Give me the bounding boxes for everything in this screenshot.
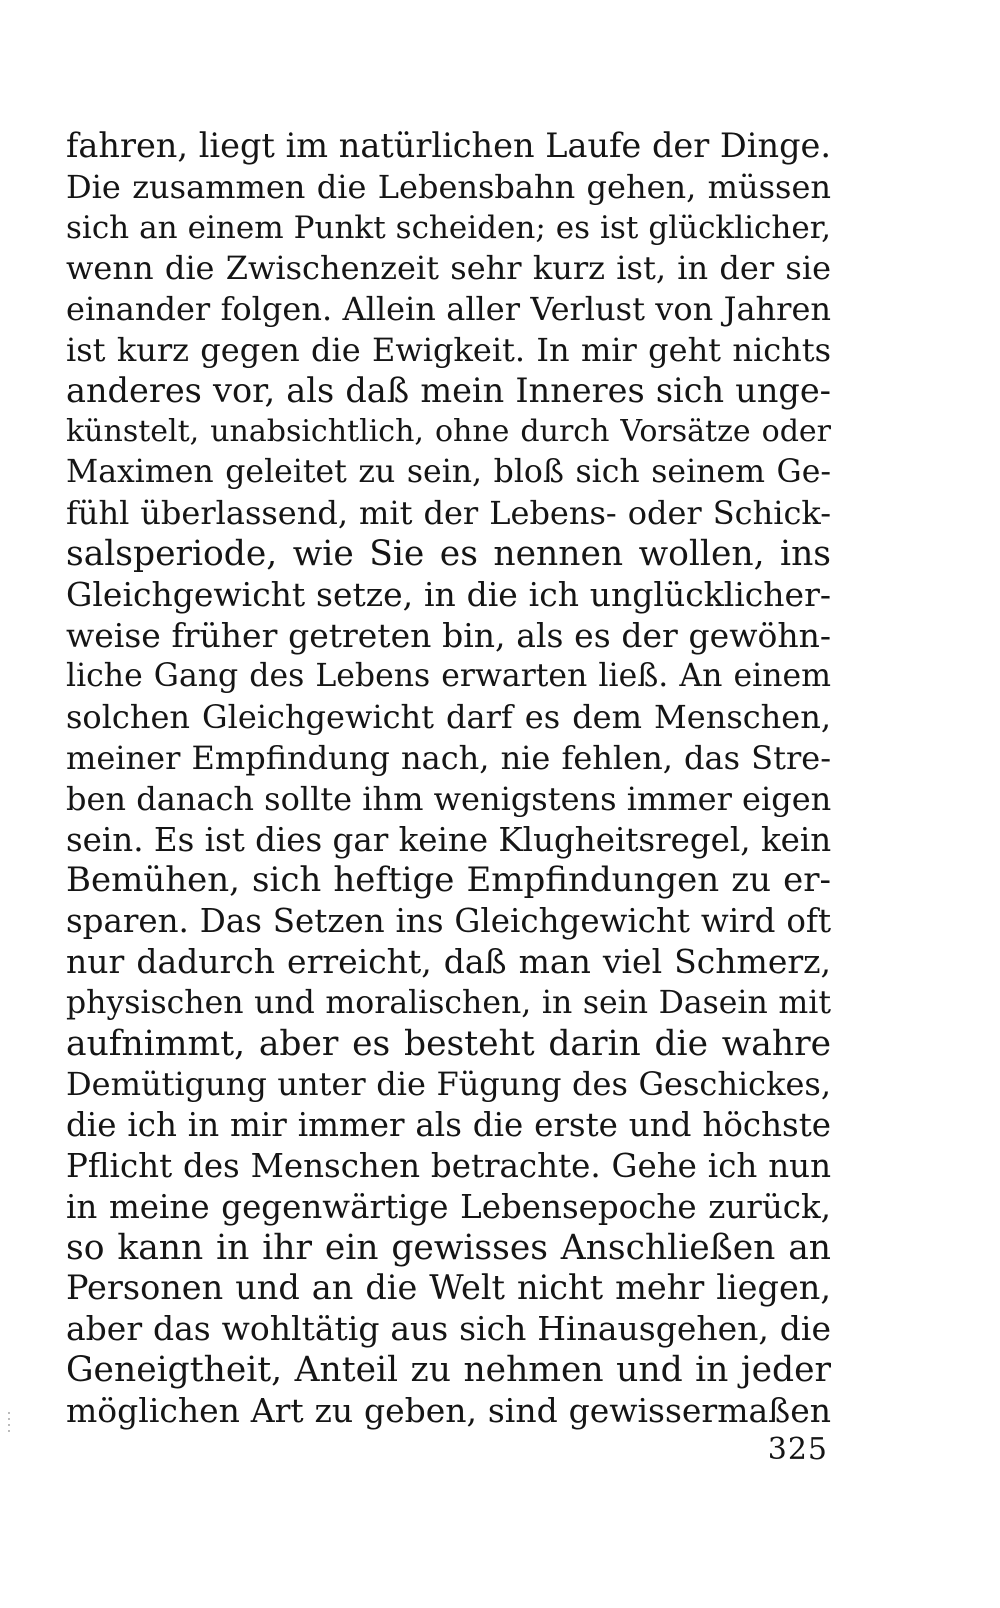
text-line: solchen Gleichgewicht darf es dem Menschen, — [66, 698, 831, 737]
text-line: fahren, liegt im natürlichen Laufe der Dinge. — [66, 126, 831, 165]
text-line: wenn die Zwischenzeit sehr kurz ist, in der sie — [66, 249, 831, 288]
text-line: einander folgen. Allein aller Verlust von Jahren — [66, 290, 831, 329]
text-line: die ich in mir immer als die erste und höchste — [66, 1106, 831, 1145]
text-line: künstelt, unabsichtlich, ohne durch Vorsätze oder — [66, 413, 831, 449]
text-line: aufnimmt, aber es besteht darin die wahre — [66, 1023, 831, 1064]
text-line: in meine gegenwärtige Lebensepoche zurück, — [66, 1187, 831, 1226]
page-edge-mark — [8, 1412, 10, 1436]
text-line: Pflicht des Menschen betrachte. Gehe ich nun — [66, 1146, 831, 1185]
text-line: Personen und an die Welt nicht mehr liegen, — [66, 1268, 831, 1308]
text-line: möglichen Art zu geben, sind gewissermaßen — [66, 1390, 831, 1430]
text-line: aber das wohltätig aus sich Hinausgehen, die — [66, 1309, 831, 1349]
text-line: liche Gang des Lebens erwarten ließ. An einem — [66, 658, 831, 695]
text-line: weise früher getreten bin, als es der gewöhn- — [66, 615, 831, 655]
text-line: sparen. Das Setzen ins Gleichgewicht wird oft — [66, 902, 831, 941]
text-line: meiner Empfindung nach, nie fehlen, das Stre- — [66, 738, 831, 777]
text-line: sein. Es ist dies gar keine Klugheitsregel, kein — [66, 820, 832, 859]
text-line: Die zusammen die Lebensbahn gehen, müssen — [66, 167, 831, 206]
text-line: ben danach sollte ihm wenigstens immer eigen — [66, 779, 832, 818]
text-line: physischen und moralischen, in sein Dasein mit — [66, 984, 831, 1021]
text-line: anderes vor, als daß mein Inneres sich unge- — [66, 370, 831, 410]
text-line: Demütigung unter die Fügung des Geschickes, — [66, 1065, 831, 1104]
text-line: Geneigtheit, Anteil zu nehmen und in jeder — [66, 1349, 831, 1390]
text-line: Bemühen, sich heftige Empfindungen zu er- — [66, 860, 831, 901]
text-line: Gleichgewicht setze, in die ich unglücklicher- — [66, 574, 831, 614]
text-line: salsperiode, wie Sie es nennen wollen, ins — [66, 533, 831, 574]
text-line: sich an einem Punkt scheiden; es ist glücklicher, — [66, 209, 831, 246]
text-line: fühl überlassend, mit der Lebens- oder Schick- — [66, 494, 831, 533]
page-number: 325 — [767, 1432, 828, 1467]
body-text — [66, 126, 831, 1432]
text-line: nur dadurch erreicht, daß man viel Schmerz, — [66, 941, 831, 981]
text-line: Maximen geleitet zu sein, bloß sich seinem Ge- — [66, 454, 831, 491]
text-line: so kann in ihr ein gewisses Anschließen an — [66, 1227, 831, 1268]
text-line: ist kurz gegen die Ewigkeit. In mir geht nichts — [66, 330, 831, 369]
